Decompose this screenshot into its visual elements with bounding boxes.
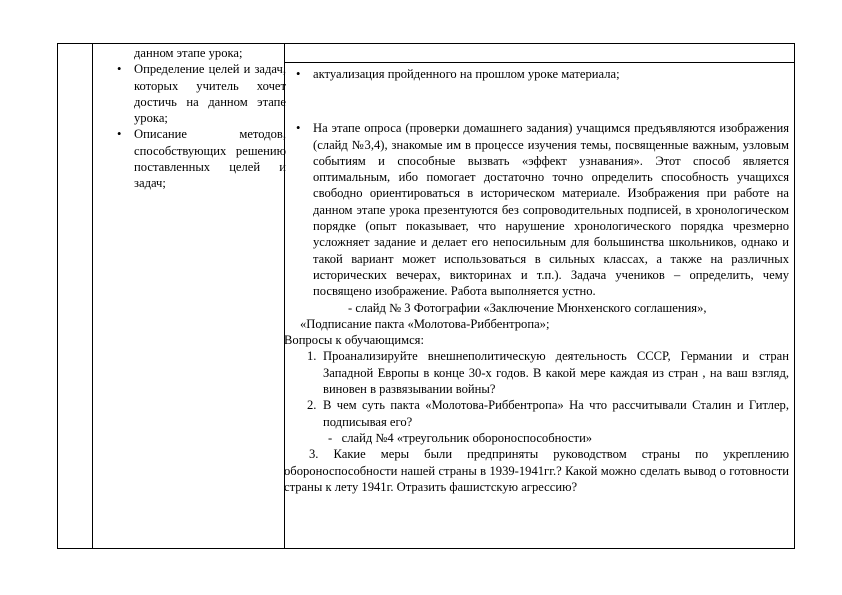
list-item [290, 120, 789, 299]
list-item-text: актуализация пройденного на прошлом уроке материала; [313, 67, 620, 81]
bullet-icon: • [296, 67, 301, 81]
question-item [290, 397, 789, 430]
list-item-text: На этапе опроса (проверки домашнего задания) учащимся предъявляются изображения (слайд №3,4), знакомые им в процессе изучения темы, посвященные важным, узловым событиям и способные вызвать «эффект узнавания». Этот способ является оптимальным, ибо помогает достаточно точно определить способность учащихся свободно ориентироваться в историческом материале. Изображения при работе на данном этапе урока презентуются без сопроводительных подписей, в хронологическом порядке (опыт показывает, что нарушение хронологического порядка чрезмерно усложняет задание и делает его непосильным для большинства школьников, однако и такой вариант может использоваться в сильных классах, а также на различных исторических вечерах, викторинах и т.п.). Задача учеников – определить, чему посвящено изображение. Работа выполняется устно. [313, 121, 789, 299]
slide-4-caption [290, 430, 789, 446]
bullet-icon: • [296, 121, 301, 136]
list-item-text: Определение целей и задач, которых учитель хочет достичь на данном этапе урока; [134, 62, 286, 126]
question-item [290, 348, 789, 397]
question-text: Проанализируйте внешнеполитическую деятельность СССР, Германии и стран Западной Европы в конце 30-х годов. В какой мере каждая из стран , на ваш взгляд, виновен в развязывании войны? [323, 349, 789, 397]
list-item [290, 66, 789, 82]
slide-3-caption: - слайд № 3 Фотографии «Заключение Мюнхенского соглашения», [348, 300, 707, 315]
question-text: В чем суть пакта «Молотова-Риббентропа» На что рассчитывали Сталин и Гитлер, подписывая его? [323, 398, 789, 429]
slide-4-text: слайд №4 «треугольник обороноспособности» [341, 430, 593, 445]
left-column [111, 45, 286, 192]
table-row-divider [284, 62, 794, 63]
continuation-text: данном этапе урока; [134, 46, 243, 60]
right-column [284, 66, 789, 495]
list-item-text: Описание методов, способствующих решению поставленных целей и задач; [134, 127, 286, 191]
question-3: 3. Какие меры были предприняты руководством страны по укреплению обороноспособности нашей страны в 1939-1941гг.? Какой можно сделать вывод о готовности страны к лету 1941г. Отразить фашистскую агрессию? [284, 447, 789, 494]
bullet-icon: • [117, 127, 122, 142]
question-number: 2. [307, 398, 317, 413]
list-item [111, 126, 286, 191]
list-item [111, 61, 286, 126]
table-column-divider [92, 44, 93, 548]
lesson-table [57, 43, 795, 549]
slide-3-caption-continued: «Подписание пакта «Молотова-Риббентропа»; [300, 316, 550, 331]
bullet-icon: • [117, 62, 122, 77]
question-number: 1. [307, 349, 317, 364]
questions-header: Вопросы к обучающимся: [284, 333, 424, 348]
dash-icon: - [328, 430, 342, 445]
